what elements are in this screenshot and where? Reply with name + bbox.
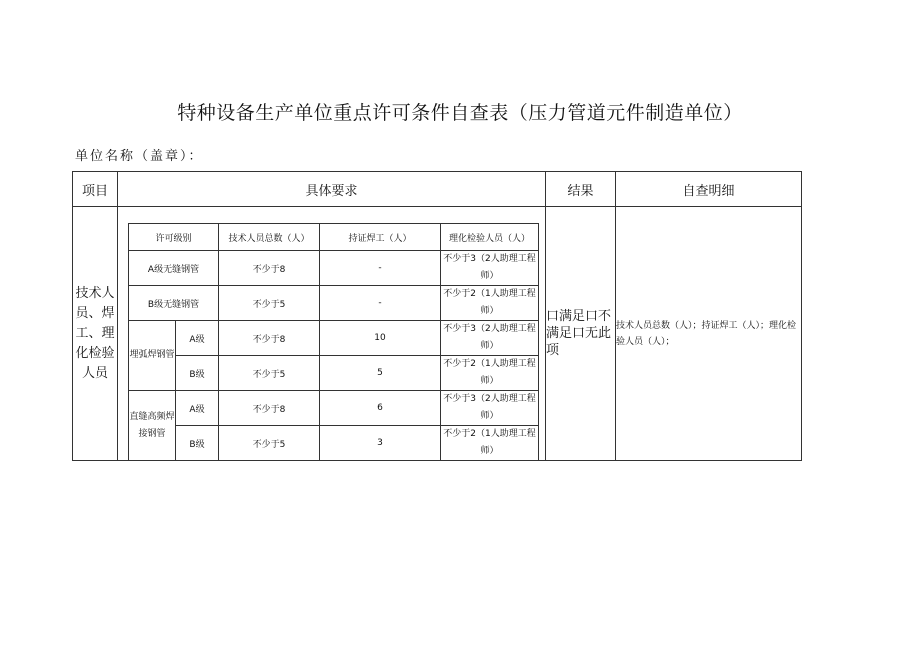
header-result: 结果 [546,172,616,207]
subheader-welder: 持证焊工（人） [320,224,441,251]
row-tech: 不少于5 [219,356,320,391]
table-row [129,356,539,391]
row-tech: 不少于8 [219,251,320,286]
row-welder: 5 [320,356,441,391]
row-welder: - [320,251,441,286]
row-welder: - [320,286,441,321]
row-welder: 6 [320,391,441,426]
row-category: A级无缝钢管 [129,251,219,286]
row-inspect: 不少于2（1人助理工程师） [441,426,539,461]
row-group: 直缝高频焊接钢管 [129,391,176,461]
table-header-row [73,172,802,207]
row-welder: 10 [320,321,441,356]
document-title: 特种设备生产单位重点许可条件自查表（压力管道元件制造单位） [177,102,743,124]
subheader-inspect: 理化检验人员（人） [441,224,539,251]
detail-text: 技术人员总数（人）；持证焊工（人）；理化检验人员（人）； [616,207,802,461]
row-inspect: 不少于3（2人助理工程师） [441,391,539,426]
row-inspect: 不少于3（2人助理工程师） [441,321,539,356]
row-inspect: 不少于3（2人助理工程师） [441,251,539,286]
row-level: A级 [176,391,219,426]
table-row [129,321,539,356]
row-tech: 不少于8 [219,321,320,356]
header-item: 项目 [73,172,118,207]
table-row [129,391,539,426]
subheader-level: 许可级别 [129,224,219,251]
row-category: B级无缝钢管 [129,286,219,321]
row-inspect: 不少于2（1人助理工程师） [441,356,539,391]
row-tech: 不少于5 [219,286,320,321]
table-row [129,286,539,321]
row-level: B级 [176,426,219,461]
item-label: 技术人员、焊工、理化检验人员 [73,207,118,461]
table-row [129,251,539,286]
unit-name-label: 单位名称（盖章）： [75,149,204,164]
self-check-table [72,171,801,461]
row-welder: 3 [320,426,441,461]
row-tech: 不少于8 [219,391,320,426]
table-body-row [73,207,802,461]
requirements-subtable [128,223,539,461]
row-group: 埋弧焊钢管 [129,321,176,391]
header-requirements: 具体要求 [118,172,546,207]
row-level: B级 [176,356,219,391]
subheader-tech: 技术人员总数（人） [219,224,320,251]
row-tech: 不少于5 [219,426,320,461]
subtable-header-row [129,224,539,251]
result-options: 口满足口不满足口无此项 [546,207,616,461]
table-row [129,426,539,461]
row-inspect: 不少于2（1人助理工程师） [441,286,539,321]
header-detail: 自查明细 [616,172,802,207]
row-level: A级 [176,321,219,356]
requirements-cell [118,207,546,461]
